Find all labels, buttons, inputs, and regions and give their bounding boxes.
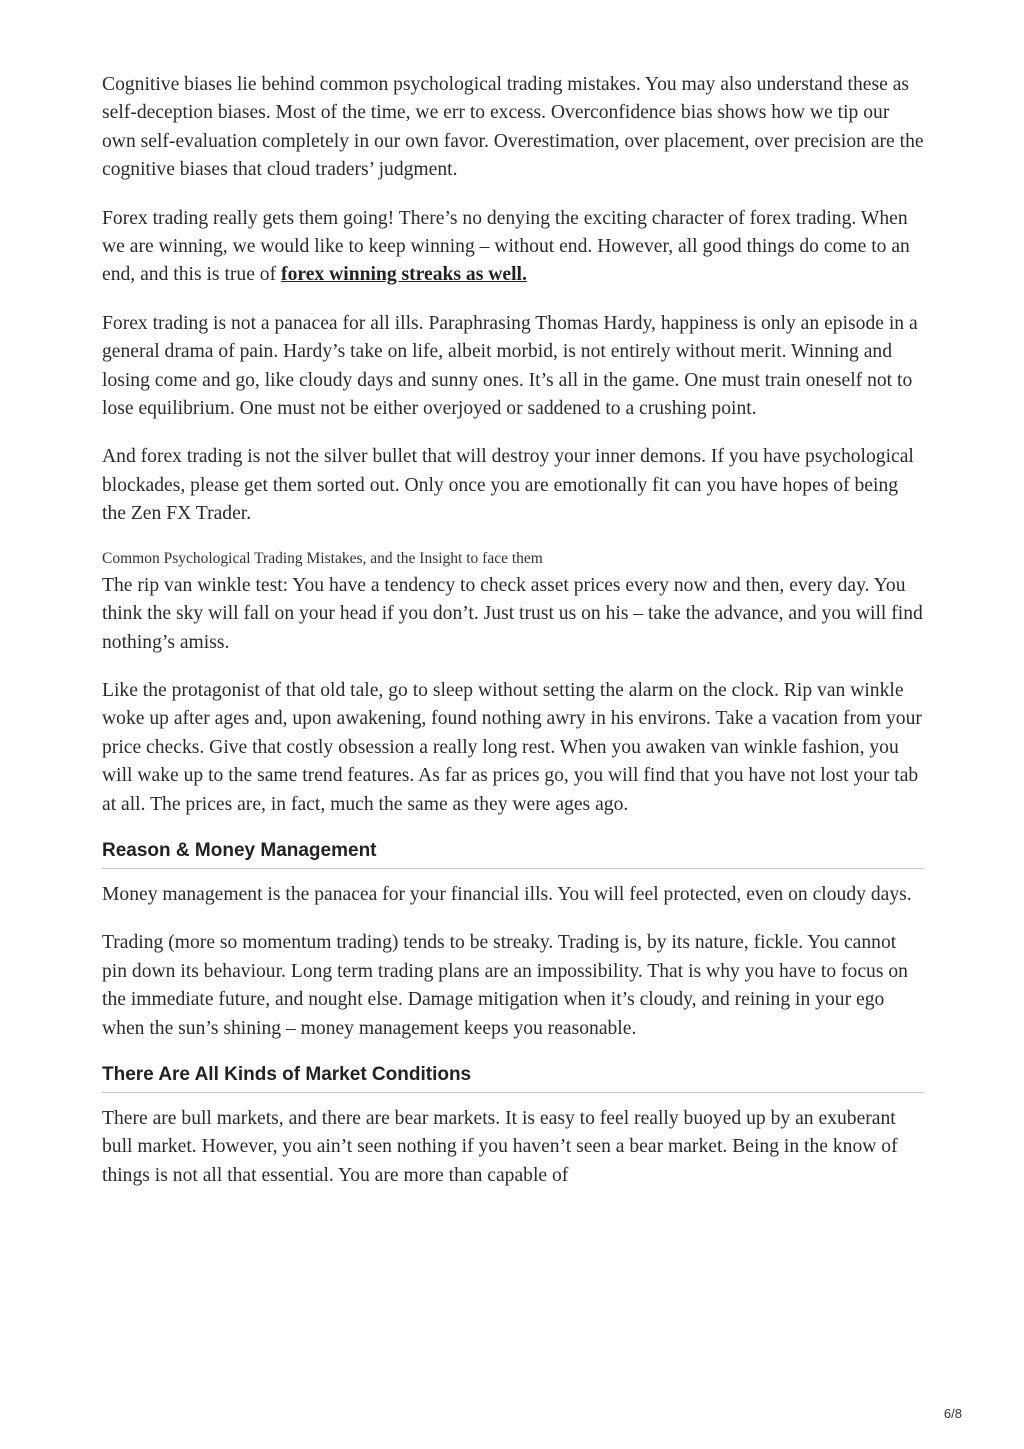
paragraph-text: Forex trading really gets them going! There’s no denying the exciting character of forex trading. When we are winning, we would like to keep winning – without end. However, all good things do come to an end, and this is true of — [102, 207, 910, 286]
paragraph-forex-exciting — [102, 205, 924, 290]
forex-winning-streaks-link[interactable]: forex winning streaks as well. — [281, 264, 527, 286]
paragraph-protagonist: Like the protagonist of that old tale, go to sleep without setting the alarm on the clock. Rip van winkle woke up after ages and, upon awakening, found nothing awry in his environs. Take a vacation from your price checks. Give that costly obsession a really long rest. When you awaken van winkle fashion, you will wake up to the same trend features. As far as prices go, you will find that you have not lost your tab at all. The prices are, in fact, much the same as they were ages ago. — [102, 679, 922, 815]
subheading-psychological-mistakes: Common Psychological Trading Mistakes, and the Insight to face them — [102, 549, 543, 567]
paragraph-rip-van-winkle-test: The rip van winkle test: You have a tendency to check asset prices every now and then, every day. You think the sky will fall on your head if you don’t. Just trust us on his – take the advance, and you will find nothing’s amiss. — [102, 574, 923, 653]
document-body — [102, 71, 924, 1210]
paragraph-cognitive-biases: Cognitive biases lie behind common psychological trading mistakes. You may also understand these as self-deception biases. Most of the time, we err to excess. Overconfidence bias shows how we tip our own self-evaluation completely in our own favor. Overestimation, over placement, over precision are the cognitive biases that cloud traders’ judgment. — [102, 74, 924, 181]
page-number: 6/8 — [943, 1406, 962, 1421]
heading-market-conditions: There Are All Kinds of Market Conditions — [102, 1063, 924, 1093]
paragraph-money-management: Money management is the panacea for your financial ills. You will feel protected, even on cloudy days. — [102, 883, 912, 905]
paragraph-panacea: Forex trading is not a panacea for all ills. Paraphrasing Thomas Hardy, happiness is only an episode in a general drama of pain. Hardy’s take on life, albeit morbid, is not entirely without merit. Winning and losing come and go, like cloudy days and sunny ones. It’s all in the game. One must train oneself not to lose equilibrium. One must not be either overjoyed or saddened to a crushing point. — [102, 312, 918, 420]
paragraph-streaky-trading: Trading (more so momentum trading) tends to be streaky. Trading is, by its nature, fickle. You cannot pin down its behaviour. Long term trading plans are an impossibility. That is why you have to focus on the immediate future, and nought else. Damage mitigation when it’s cloudy, and reining in your ego when the sun’s shining – money management keeps you reasonable. — [102, 932, 908, 1039]
paragraph-bull-bear-markets: There are bull markets, and there are bear markets. It is easy to feel really buoyed up by an exuberant bull market. However, you ain’t seen nothing if you haven’t seen a bear market. Being in the know of things is not all that essential. You are more than capable of — [102, 1107, 898, 1186]
paragraph-silver-bullet: And forex trading is not the silver bullet that will destroy your inner demons. If you have psychological blockades, please get them sorted out. Only once you are emotionally fit can you have hopes of being the Zen FX Trader. — [102, 446, 914, 525]
heading-reason-money-management: Reason & Money Management — [102, 839, 924, 869]
